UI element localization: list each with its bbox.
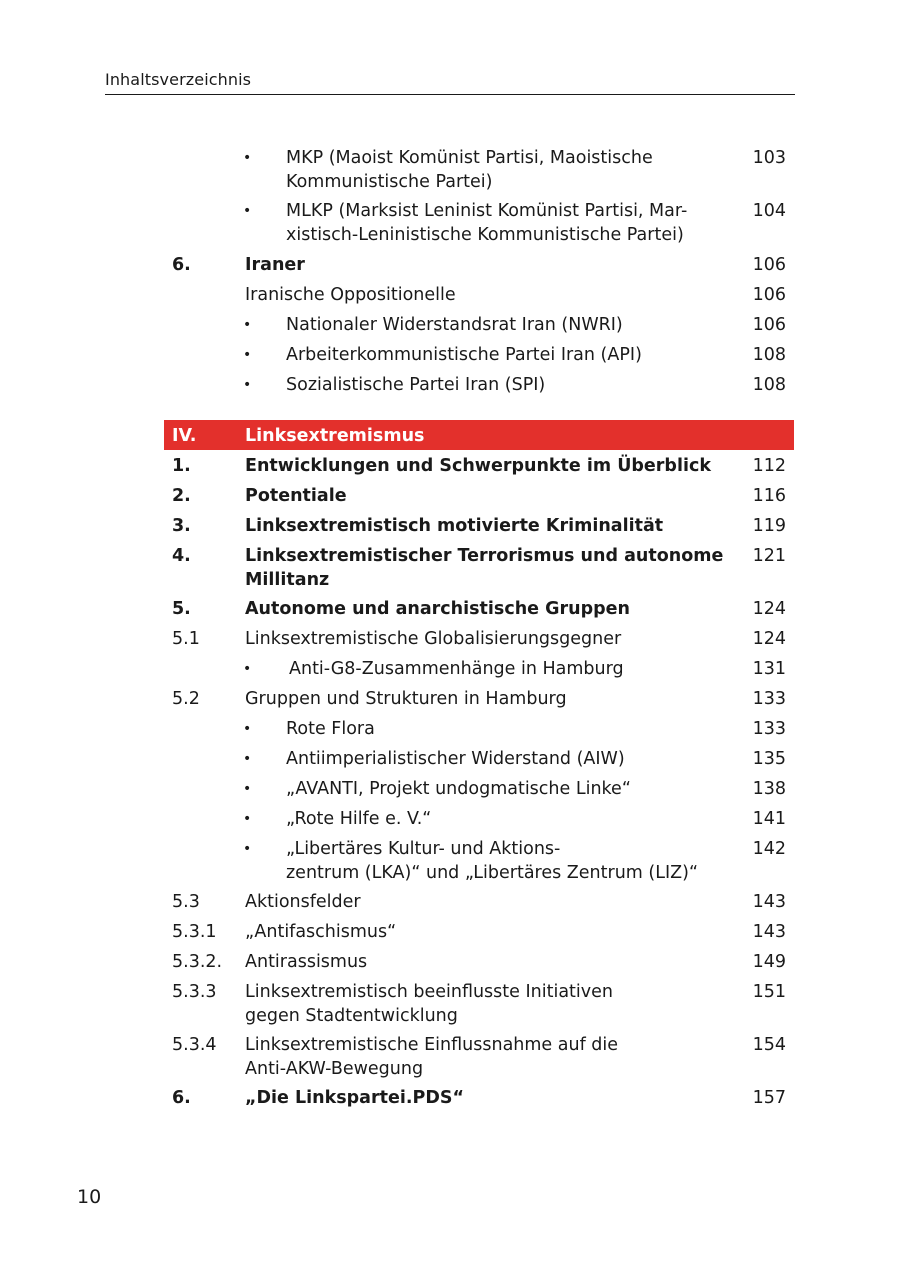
toc-entry-page: 133: [752, 689, 786, 709]
bullet-icon: •: [243, 721, 252, 737]
toc-entry-number: 5.3.1: [172, 922, 217, 942]
toc-entry-page: 151: [752, 982, 786, 1002]
toc-entry-title: „Die Linkspartei.PDS“: [245, 1088, 464, 1108]
toc-entry-title: „Libertäres Kultur- und Aktions- zentrum (LKA)“ und „Libertäres Zentrum (LIZ)“: [286, 839, 699, 883]
toc-entry-page: 157: [752, 1088, 786, 1108]
toc-entry-page: 108: [752, 345, 786, 365]
toc-entry-title: „Rote Hilfe e. V.“: [286, 809, 432, 829]
toc-entry-page: 121: [752, 546, 786, 566]
bullet-icon: •: [243, 811, 252, 827]
toc-entry-title: Entwicklungen und Schwerpunkte im Überblick: [245, 456, 711, 476]
toc-entry-title: MKP (Maoist Komünist Partisi, Maoistische Kommunistische Partei): [286, 148, 653, 192]
bullet-icon: •: [243, 661, 252, 677]
toc-entry-page: 141: [752, 809, 786, 829]
toc-entry-number: 5.: [172, 599, 191, 619]
toc-entry-page: 143: [752, 922, 786, 942]
bullet-icon: •: [243, 150, 252, 166]
toc-entry-title: MLKP (Marksist Leninist Komünist Partisi, Mar- xistisch-Leninistische Kommunistische Partei): [286, 201, 688, 245]
toc-entry-number: 1.: [172, 456, 191, 476]
toc-entry-page: 112: [752, 456, 786, 476]
toc-entry-number: 5.2: [172, 689, 200, 709]
bullet-icon: •: [243, 317, 252, 333]
bullet-icon: •: [243, 347, 252, 363]
toc-entry-title: Aktionsfelder: [245, 892, 361, 912]
section-title: Linksextremismus: [245, 426, 425, 446]
toc-entry-title: Antiimperialistischer Widerstand (AIW): [286, 749, 625, 769]
bullet-icon: •: [243, 377, 252, 393]
section-heading-bar[interactable]: [164, 420, 794, 450]
toc-entry-page: 108: [752, 375, 786, 395]
toc-entry-page: 106: [752, 285, 786, 305]
toc-entry-number: 5.3.2.: [172, 952, 223, 972]
toc-entry-page: 138: [752, 779, 786, 799]
header-rule: [105, 94, 795, 95]
bullet-icon: •: [243, 841, 252, 857]
toc-entry-title: Anti-G8-Zusammenhänge in Hamburg: [289, 659, 624, 679]
toc-entry-page: 135: [752, 749, 786, 769]
toc-entry-page: 119: [752, 516, 786, 536]
toc-entry-title: Linksextremistischer Terrorismus und autonome Millitanz: [245, 546, 724, 590]
section-number: IV.: [172, 426, 197, 446]
toc-entry-title: Linksextremistisch motivierte Kriminalität: [245, 516, 664, 536]
toc-entry-title: Iranische Oppositionelle: [245, 285, 456, 305]
toc-entry-title: Sozialistische Partei Iran (SPI): [286, 375, 546, 395]
toc-entry-number: 5.1: [172, 629, 200, 649]
toc-entry-title: Rote Flora: [286, 719, 375, 739]
toc-entry-title: Antirassismus: [245, 952, 368, 972]
toc-entry-page: 124: [752, 629, 786, 649]
bullet-icon: •: [243, 203, 252, 219]
toc-entry-page: 106: [752, 255, 786, 275]
toc-entry-page: 116: [752, 486, 786, 506]
bullet-icon: •: [243, 751, 252, 767]
bullet-icon: •: [243, 781, 252, 797]
toc-entry-page: 103: [752, 148, 786, 168]
toc-entry-title: Autonome und anarchistische Gruppen: [245, 599, 630, 619]
toc-entry-page: 149: [752, 952, 786, 972]
toc-entry-page: 143: [752, 892, 786, 912]
toc-entry-number: 6.: [172, 255, 191, 275]
toc-entry-page: 154: [752, 1035, 786, 1055]
toc-entry-number: 4.: [172, 546, 191, 566]
toc-entry-title: „AVANTI, Projekt undogmatische Linke“: [286, 779, 631, 799]
page-number: 10: [77, 1186, 102, 1208]
toc-entry-title: Iraner: [245, 255, 305, 275]
running-head: Inhaltsverzeichnis: [105, 70, 252, 89]
toc-entry-number: 2.: [172, 486, 191, 506]
toc-entry-title: Linksextremistische Globalisierungsgegner: [245, 629, 622, 649]
toc-entry-title: „Antifaschismus“: [245, 922, 397, 942]
toc-entry-page: 106: [752, 315, 786, 335]
toc-entry-number: 6.: [172, 1088, 191, 1108]
toc-entry-title: Nationaler Widerstandsrat Iran (NWRI): [286, 315, 623, 335]
toc-entry-number: 5.3: [172, 892, 200, 912]
toc-entry-page: 131: [752, 659, 786, 679]
toc-entry-page: 124: [752, 599, 786, 619]
toc-entry-page: 133: [752, 719, 786, 739]
toc-entry-title: Potentiale: [245, 486, 347, 506]
toc-entry-title: Arbeiterkommunistische Partei Iran (API): [286, 345, 642, 365]
toc-entry-title: Gruppen und Strukturen in Hamburg: [245, 689, 567, 709]
toc-entry-number: 3.: [172, 516, 191, 536]
toc-entry-title: Linksextremistisch beeinflusste Initiativen gegen Stadtentwicklung: [245, 982, 613, 1026]
toc-entry-title: Linksextremistische Einflussnahme auf die Anti-AKW-Bewegung: [245, 1035, 619, 1079]
toc-entry-number: 5.3.4: [172, 1035, 217, 1055]
toc-entry-page: 104: [752, 201, 786, 221]
toc-entry-page: 142: [752, 839, 786, 859]
toc-entry-number: 5.3.3: [172, 982, 217, 1002]
